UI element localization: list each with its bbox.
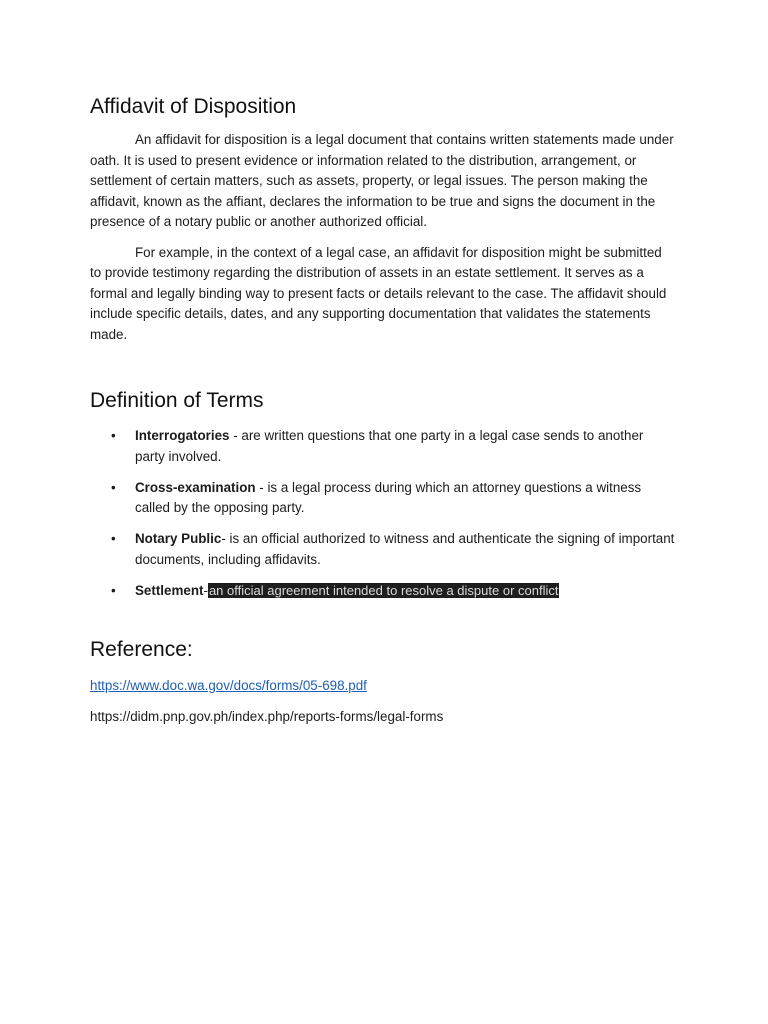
term-definition: - is a legal process during which an attorney questions a witness called by the opposing party. <box>135 479 642 515</box>
reference-heading: Reference: <box>90 638 193 661</box>
bullet-icon: • <box>111 531 116 546</box>
highlighted-definition: an official agreement intended to resolve a dispute or conflict <box>208 582 559 598</box>
term-name: Interrogatories <box>135 428 230 443</box>
term-definition: - are written questions that one party in a legal case sends to another party involved. <box>135 428 644 464</box>
list-item <box>90 581 675 602</box>
definitions-list <box>90 426 675 601</box>
bullet-icon: • <box>111 428 116 443</box>
document-title: Affidavit of Disposition <box>90 95 297 118</box>
definitions-heading: Definition of Terms <box>90 389 264 412</box>
list-item <box>90 529 675 570</box>
reference-link[interactable]: https://www.doc.wa.gov/docs/forms/05-698.pdf <box>90 678 367 693</box>
term-definition: - is an official authorized to witness and authenticate the signing of important documents, including affidavits. <box>135 531 675 567</box>
document-body <box>90 94 675 738</box>
paragraph-intro: An affidavit for disposition is a legal document that contains written statements made under oath. It is used to present evidence or information related to the distribution, arrangement, or settlement of certain matters, such as assets, property, or legal issues. The person making the affidavit, known as the affiant, declares the information to be true and signs the document in the presence of a notary public or another authorized official. <box>90 132 674 229</box>
bullet-icon: • <box>111 582 116 598</box>
bullet-icon: • <box>111 479 116 495</box>
reference-item-2: https://didm.pnp.gov.ph/index.php/reports-forms/legal-forms <box>90 709 444 724</box>
term-name: Settlement <box>135 582 204 598</box>
list-item <box>90 426 675 467</box>
list-item <box>90 478 675 519</box>
reference-item-1 <box>90 676 675 697</box>
paragraph-example: For example, in the context of a legal case, an affidavit for disposition might be submitted to provide testimony regarding the distribution of assets in an estate settlement. It serves as a formal and legally binding way to present facts or details relevant to the case. The affidavit should include specific details, dates, and any supporting documentation that validates the statements made. <box>90 244 667 342</box>
term-name: Notary Public <box>135 531 222 546</box>
term-name: Cross-examination <box>135 479 256 495</box>
term-definition: - <box>203 582 208 598</box>
